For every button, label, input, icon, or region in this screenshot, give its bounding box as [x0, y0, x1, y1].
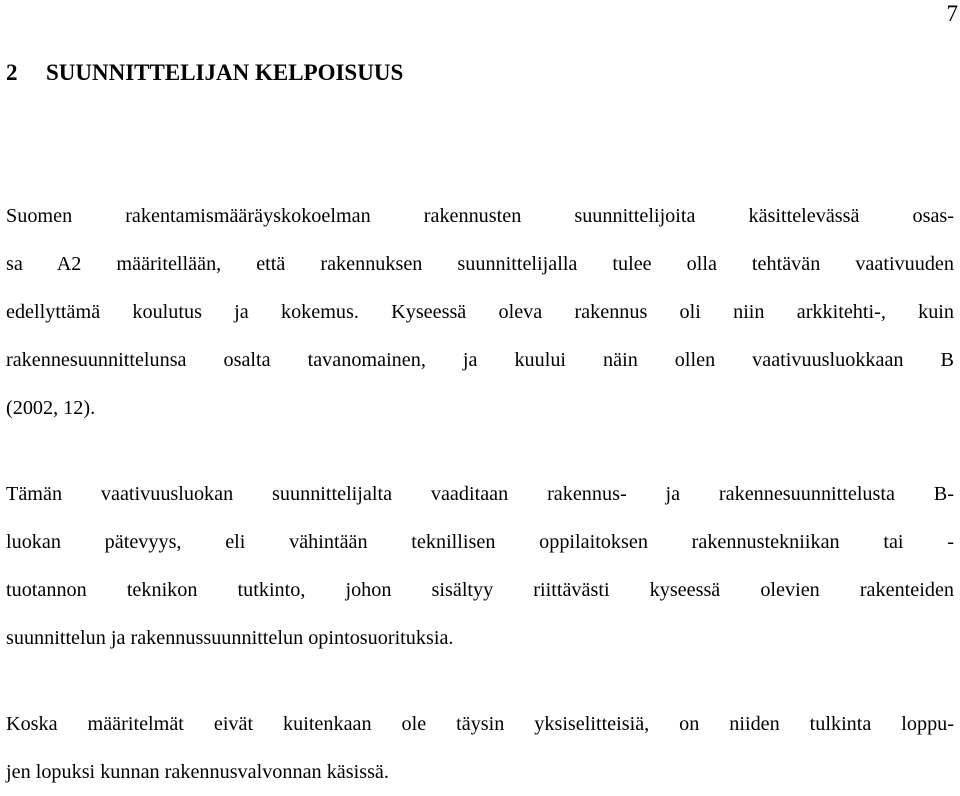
paragraph-1 [6, 192, 954, 432]
paragraph-line: edellyttämä koulutus ja kokemus. Kyseessä oleva rakennus oli niin arkkitehti-, kuin [6, 301, 954, 323]
section-title: SUUNNITTELIJAN KELPOISUUS [46, 60, 404, 85]
paragraph-2 [6, 470, 954, 662]
paragraph-line: Suomen rakentamismääräyskokoelman rakennusten suunnittelijoita käsittelevässä osas- [6, 205, 954, 227]
paragraph-line: Koska määritelmät eivät kuitenkaan ole täysin yksiselitteisiä, on niiden tulkinta loppu- [6, 713, 954, 735]
paragraph-line: jen lopuksi kunnan rakennusvalvonnan käsissä. [6, 761, 389, 783]
paragraph-line: (2002, 12). [6, 397, 96, 419]
paragraph-line: luokan pätevyys, eli vähintään teknillisen oppilaitoksen rakennustekniikan tai - [6, 531, 954, 553]
paragraph-line: Tämän vaativuusluokan suunnittelijalta vaaditaan rakennus- ja rakennesuunnittelusta B- [6, 483, 954, 505]
paragraph-3 [6, 700, 954, 796]
paragraph-line: tuotannon teknikon tutkinto, johon sisältyy riittävästi kyseessä olevien rakenteiden [6, 579, 954, 601]
paragraph-line: rakennesuunnittelunsa osalta tavanomainen, ja kuului näin ollen vaativuusluokkaan B [6, 349, 954, 371]
paragraph-line: suunnittelun ja rakennussuunnittelun opintosuorituksia. [6, 627, 454, 649]
section-heading [6, 58, 403, 88]
section-number: 2 [6, 60, 18, 85]
paragraph-line: sa A2 määritellään, että rakennuksen suunnittelijalla tulee olla tehtävän vaativuuden [6, 253, 954, 275]
page-number: 7 [946, 1, 958, 26]
